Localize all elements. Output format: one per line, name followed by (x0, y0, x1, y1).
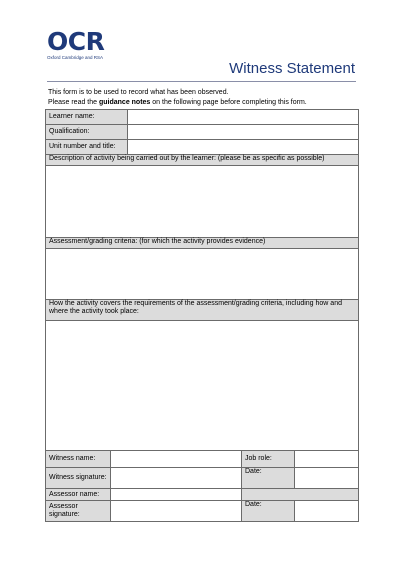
guidance-notes-emphasis: guidance notes (98, 98, 151, 106)
criteria-field[interactable] (46, 249, 359, 300)
header-divider (47, 81, 356, 82)
criteria-header: Assessment/grading criteria: (for which the activity provides evidence) (46, 238, 359, 249)
assessor-name-field[interactable] (111, 489, 242, 501)
unit-field[interactable] (128, 140, 359, 155)
witness-signature-field[interactable] (111, 468, 242, 489)
witness-statement-form (45, 109, 359, 522)
intro-line-2-end: on the following page before completing this form. (150, 98, 307, 106)
assessor-date-label: Date: (242, 501, 295, 522)
witness-name-field[interactable] (111, 451, 242, 468)
logo-subtitle: Oxford Cambridge and RSA (47, 55, 104, 60)
intro-text (48, 88, 307, 107)
qualification-field[interactable] (128, 125, 359, 140)
witness-date-field[interactable] (295, 468, 359, 489)
learner-name-label: Learner name: (46, 110, 128, 125)
assessor-signature-label: Assessor signature: (46, 501, 111, 522)
intro-line-2-start: Please read the (48, 98, 99, 106)
how-header: How the activity covers the requirements of the assessment/grading criteria, including how and where the activity took place: (46, 300, 359, 321)
job-role-field[interactable] (295, 451, 359, 468)
witness-signature-label: Witness signature: (46, 468, 111, 489)
assessor-date-field[interactable] (295, 501, 359, 522)
witness-name-label: Witness name: (46, 451, 111, 468)
learner-name-field[interactable] (128, 110, 359, 125)
description-header: Description of activity being carried out by the learner: (please be as specific as possible) (46, 155, 359, 166)
logo-wordmark: OCR (47, 27, 105, 56)
assessor-name-blank (242, 489, 359, 501)
witness-date-label: Date: (242, 468, 295, 489)
assessor-name-label: Assessor name: (46, 489, 111, 501)
ocr-logo (47, 27, 105, 60)
description-field[interactable] (46, 166, 359, 238)
qualification-label: Qualification: (46, 125, 128, 140)
assessor-signature-field[interactable] (111, 501, 242, 522)
page-title: Witness Statement (229, 60, 355, 77)
unit-label: Unit number and title: (46, 140, 128, 155)
job-role-label: Job role: (242, 451, 295, 468)
how-field[interactable] (46, 321, 359, 451)
intro-line-2 (48, 98, 307, 108)
intro-line-1: This form is to be used to record what has been observed. (48, 89, 229, 96)
